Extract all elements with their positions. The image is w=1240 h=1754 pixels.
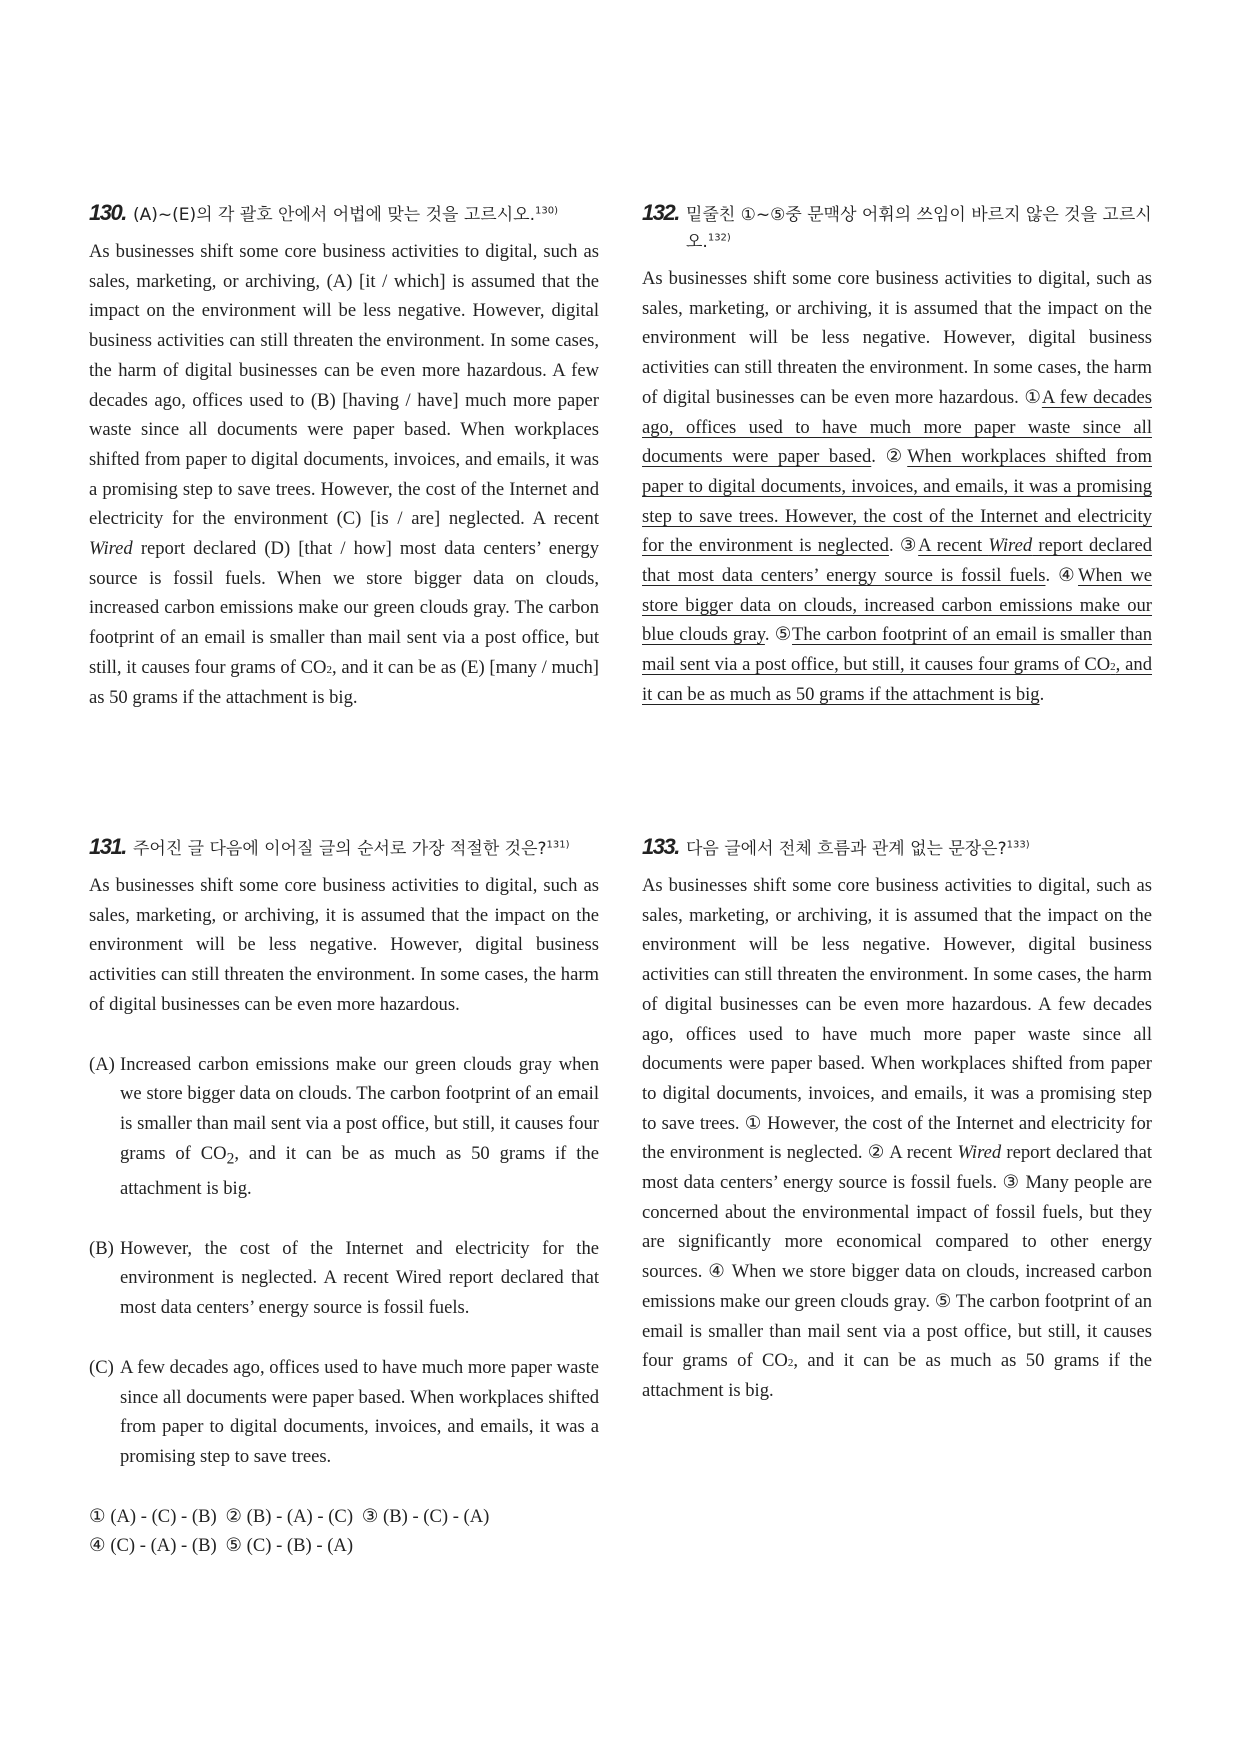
option-a: (A) Increased carbon emissions make our green clouds gray when we store bigger data on clouds. The carbon footprint of an email is smaller than mail sent via a post office, but still, it causes four grams of $CO_2$, and it can be as much as 50 grams if the attachment is big. <box>89 1050 599 1204</box>
answer-choice-3[interactable]: ③ (B) - (C) - (A) <box>361 1505 490 1527</box>
option-label: (A) <box>89 1053 115 1075</box>
marker-5: ⑤ <box>934 1290 952 1312</box>
question-132 <box>642 199 1152 710</box>
underlined-sentence-5: The carbon footprint of an email is smaller than mail sent via a post office, but still, it causes four grams of CO2, and it can be as much as 50 grams if the attachment is big <box>642 624 1153 705</box>
marker-3: ③ <box>899 535 919 557</box>
question-instruction: (A)~(E)의 각 괄호 안에서 어법에 맞는 것을 고르시오. <box>133 205 535 225</box>
footnote-ref: 130) <box>534 205 558 217</box>
question-instruction: 다음 글에서 전체 흐름과 관계 없는 문장은? <box>686 839 1007 859</box>
underlined-sentence-1: A few decades ago, offices used to have much more paper waste since all documents were paper based <box>642 386 1153 468</box>
passage: As businesses shift some core business activities to digital, such as sales, marketing, or archiving, it is assumed that the impact on the environment will be less negative. However, digital business activities can still threaten the environment. In some cases, the harm of digital businesses can be even more hazardous. A few decades ago, offices used to have much more paper waste since all documents were paper based. When workplaces shifted from paper to digital documents, invoices, and emails, it was a promising step to save trees. ① However, the cost of the Internet and electricity for the environment is neglected. ② A recent Wired report declared that most data centers’ energy source is fossil fuels. ③ Many people are concerned about the environmental impact of fossil fuels, but they are significantly more economical compared to other energy sources. ④ When we store bigger data on clouds, increased carbon emissions make our green clouds gray. ⑤ The carbon footprint of an email is smaller than mail sent via a post office, but still, it causes four grams of CO2, and it can be as much as 50 grams if the attachment is big. <box>642 875 1153 1401</box>
option-c: (C) A few decades ago, offices used to have much more paper waste since all documents were paper based. When workplaces shifted from paper to digital documents, invoices, and emails, it was a promising step to save trees. <box>89 1353 599 1472</box>
marker-4: ④ <box>708 1261 727 1283</box>
footnote-ref: 131) <box>546 839 570 851</box>
question-number: 130. <box>89 200 126 225</box>
marker-1: ① <box>1024 386 1042 408</box>
wired-title: Wired <box>89 538 133 560</box>
question-133 <box>642 833 1152 1406</box>
marker-2: ② <box>885 446 908 468</box>
underlined-sentence-4: When we store bigger data on clouds, increased carbon emissions make our blue clouds gray <box>642 565 1153 646</box>
answer-choice-2[interactable]: ② (B) - (A) - (C) <box>225 1505 354 1527</box>
question-131 <box>89 833 599 1561</box>
question-number: 131. <box>89 834 126 859</box>
question-number: 133. <box>642 834 679 859</box>
passage: As businesses shift some core business activities to digital, such as sales, marketing, or archiving, (A) [it / which] is assumed that the impact on the environment will be less negative. However, digital business activities can still threaten the environment. In some cases, the harm of digital businesses can be even more hazardous. A few decades ago, offices used to (B) [having / have] much more paper waste since all documents were paper based. When workplaces shifted from paper to digital documents, invoices, and emails, it was a promising step to save trees. However, the cost of the Internet and electricity for the environment (C) [is / are] neglected. A recent Wired report declared (D) [that / how] most data centers’ energy source is fossil fuels. When we store bigger data on clouds, increased carbon emissions make our green clouds gray. The carbon footprint of an email is smaller than mail sent via a post office, but still, it causes four grams of CO2, and it can be as (E) [many / much] as 50 grams if the attachment is big. <box>89 241 599 708</box>
question-header <box>89 199 599 229</box>
marker-3: ③ <box>1002 1172 1020 1194</box>
underlined-sentence-3: A recent Wired report declared that most data centers’ energy source is fossil fuels <box>642 535 1152 587</box>
question-instruction: 밑줄친 ①~⑤중 문맥상 어휘의 쓰임이 바르지 않은 것을 고르시오. <box>686 205 1152 252</box>
answer-choice-5[interactable]: ⑤ (C) - (B) - (A) <box>225 1535 354 1557</box>
question-header <box>642 199 1152 256</box>
marker-2: ② <box>867 1142 886 1164</box>
marker-5: ⑤ <box>774 624 793 646</box>
option-b: (B) However, the cost of the Internet and electricity for the environment is neglected. A recent Wired report declared that most data centers’ energy source is fossil fuels. <box>89 1234 599 1323</box>
question-130 <box>89 199 599 712</box>
question-instruction: 주어진 글 다음에 이어질 글의 순서로 가장 적절한 것은? <box>133 839 547 859</box>
answer-choice-4[interactable]: ④ (C) - (A) - (B) <box>89 1535 217 1557</box>
question-header <box>89 833 599 863</box>
option-label: (B) <box>89 1237 114 1259</box>
footnote-ref: 133) <box>1006 839 1030 851</box>
question-header <box>642 833 1152 863</box>
marker-4: ④ <box>1058 565 1079 587</box>
passage: As businesses shift some core business activities to digital, such as sales, marketing, or archiving, it is assumed that the impact on the environment will be less negative. However, digital business activities can still threaten the environment. In some cases, the harm of digital businesses can be even more hazardous. ①A few decades ago, offices used to have much more paper waste since all documents were paper based. ②When workplaces shifted from paper to digital documents, invoices, and emails, it was a promising step to save trees. However, the cost of the Internet and electricity for the environment is neglected. ③A recent Wired report declared that most data centers’ energy source is fossil fuels. ④When we store bigger data on clouds, increased carbon emissions make our blue clouds gray. ⑤The carbon footprint of an email is smaller than mail sent via a post office, but still, it causes four grams of CO2, and it can be as much as 50 grams if the attachment is big. <box>642 268 1153 705</box>
footnote-ref: 132) <box>707 232 731 244</box>
underlined-sentence-2: When workplaces shifted from paper to digital documents, invoices, and emails, it was a promising step to save trees. However, the cost of the Internet and electricity for the environment is neglected <box>642 446 1152 557</box>
answer-choices <box>89 1502 599 1561</box>
option-label: (C) <box>89 1356 114 1378</box>
given-passage: As businesses shift some core business activities to digital, such as sales, marketing, or archiving, it is assumed that the impact on the environment will be less negative. However, digital business activities can still threaten the environment. In some cases, the harm of digital businesses can be even more hazardous. <box>89 875 599 1015</box>
answer-choice-1[interactable]: ① (A) - (C) - (B) <box>89 1505 217 1527</box>
marker-1: ① <box>744 1112 762 1134</box>
question-number: 132. <box>642 200 679 225</box>
